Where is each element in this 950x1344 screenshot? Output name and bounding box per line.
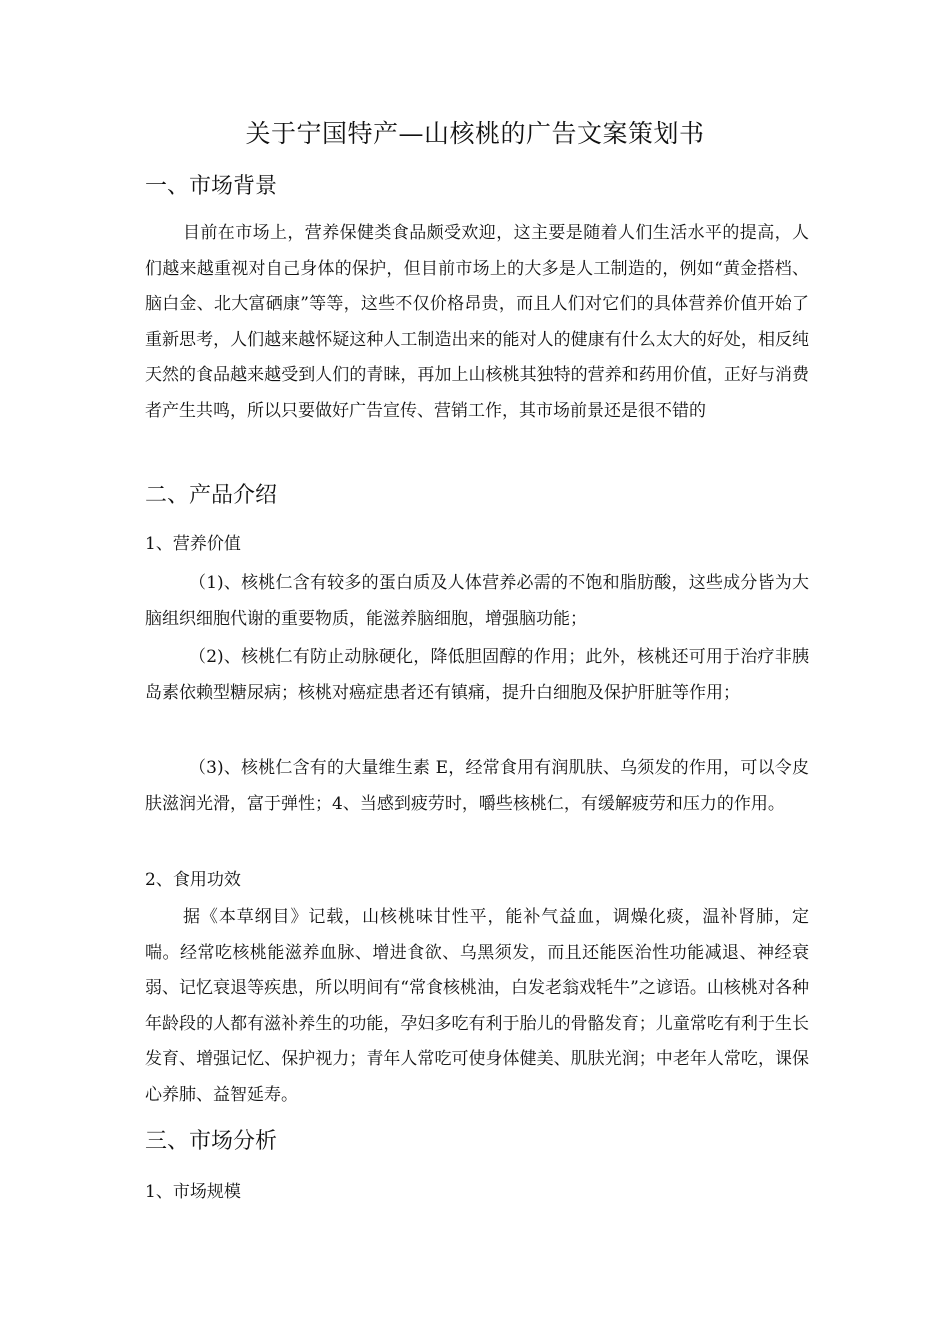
edible-effects-paragraph: 据《本草纲目》记载，山核桃味甘性平，能补气益血，调燥化痰，温补肾肺，定喘。经常吃核桃能滋养血脉、增进食欲、乌黑须发，而且还能医治性功能减退、神经衰弱、记忆衰退等疾患，所以明间有“常食核桃油，白发老翁戏牦牛”之谚语。山核桃对各种年龄段的人都有滋补养生的功能，孕妇多吃有利于胎儿的骨骼发育；儿童常吃有利于生长发育、增强记忆、保护视力；青年人常吃可使身体健美、肌肤光润；中老年人常吃，课保心养肺、益智延寿。 [145, 907, 809, 1105]
market-background-paragraph: 目前在市场上，营养保健类食品颇受欢迎，这主要是随着人们生活水平的提高，人们越来越重视对自己身体的保护，但目前市场上的大多是人工制造的，例如“黄金搭档、脑白金、北大富硒康”等等，这些不仅价格昂贵，而且人们对它们的具体营养价值开始了重新思考，人们越来越怀疑这种人工制造出来的能对人的健康有什么太大的好处，相反纯天然的食品越来越受到人们的青睐，再加上山核桃其独特的营养和药用价值，正好与消费者产生共鸣，所以只要做好广告宣传、营销工作，其市场前景还是很不错的 [145, 223, 809, 421]
nutrition-paragraph-1: （1)、核桃仁含有较多的蛋白质及人体营养必需的不饱和脂肪酸，这些成分皆为大脑组织细胞代谢的重要物质，能滋养脑细胞，增强脑功能； [145, 573, 809, 629]
nutrition-paragraph-2: （2)、核桃仁有防止动脉硬化，降低胆固醇的作用；此外，核桃还可用于治疗非胰岛素依赖型糖尿病；核桃对癌症患者还有镇痛，提升白细胞及保护肝脏等作用； [145, 647, 809, 703]
nutrition-paragraph-3: （3)、核桃仁含有的大量维生素 E，经常食用有润肌肤、乌须发的作用，可以令皮肤滋润光滑，富于弹性；4、当感到疲劳时，嚼些核桃仁，有缓解疲劳和压力的作用。 [145, 758, 809, 814]
section-heading-market-analysis: 三、市场分析 [145, 1129, 278, 1154]
document-title: 关于宁国特产—山核桃的广告文案策划书 [245, 119, 705, 148]
subheading-nutrition-value: 1、营养价值 [145, 534, 241, 554]
subheading-market-scale: 1、市场规模 [145, 1182, 241, 1202]
subheading-edible-effects: 2、食用功效 [145, 870, 241, 890]
section-heading-market-background: 一、市场背景 [145, 174, 278, 199]
section-heading-product-intro: 二、产品介绍 [145, 483, 278, 508]
